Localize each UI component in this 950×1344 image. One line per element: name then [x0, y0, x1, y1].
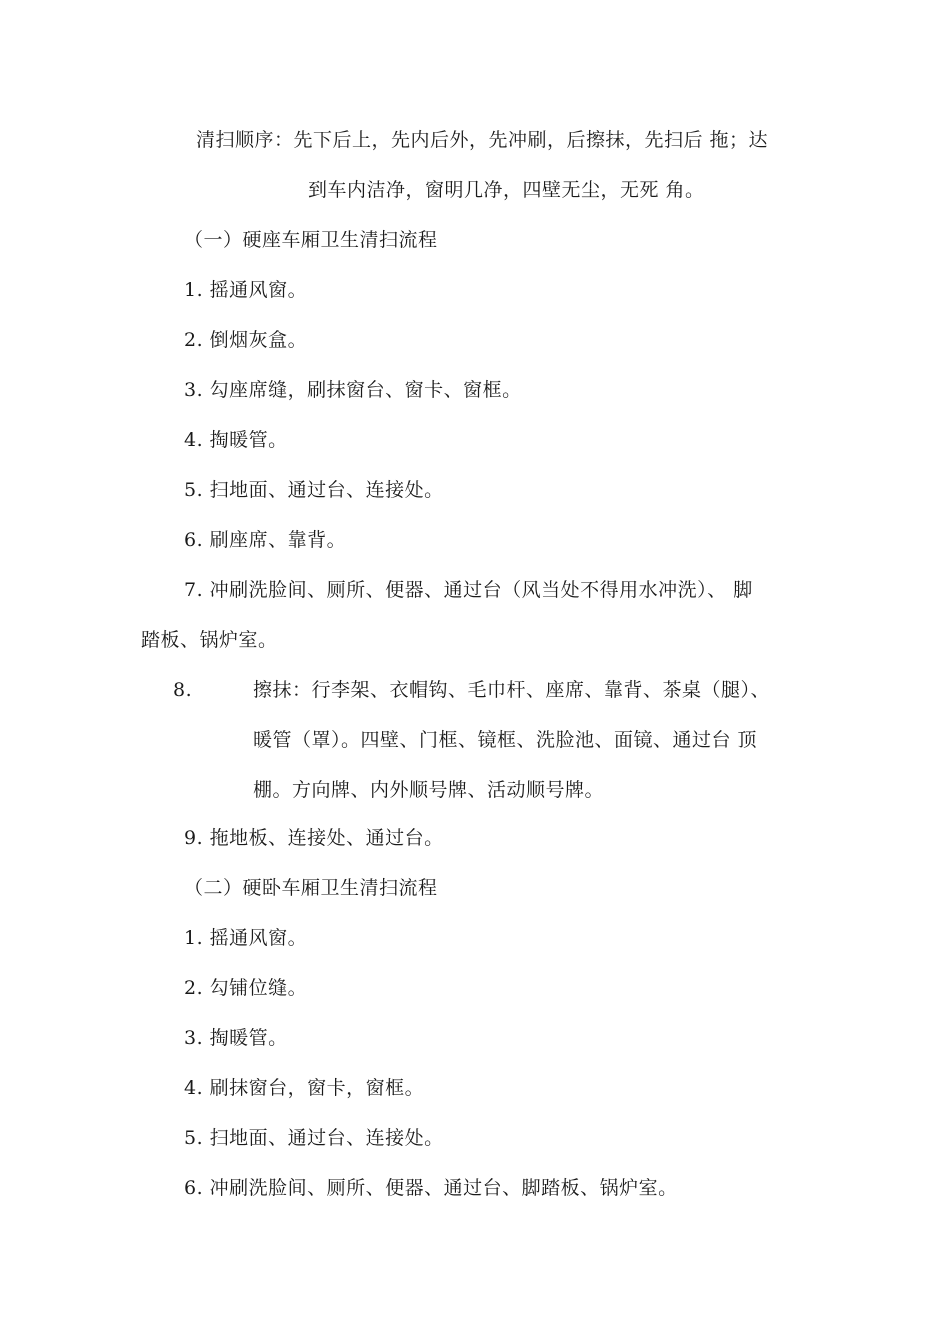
list-item: 5. 扫地面、通过台、连接处。 [184, 1127, 444, 1149]
list-item: 6. 冲刷洗脸间、厕所、便器、通过台、脚踏板、锅炉室。 [184, 1177, 678, 1199]
list-item: 4. 刷抹窗台，窗卡，窗框。 [184, 1077, 425, 1099]
list-item: 3. 掏暖管。 [184, 1027, 288, 1049]
section-2-heading: （二）硬卧车厢卫生清扫流程 [184, 877, 438, 899]
list-item-8-number: 8. [173, 679, 193, 701]
list-item-8-line-1: 擦抹：行李架、衣帽钩、毛巾杆、座席、靠背、茶桌（腿）、 [253, 679, 771, 701]
list-item: 2. 勾铺位缝。 [184, 977, 308, 999]
list-item: 4. 掏暖管。 [184, 429, 288, 451]
section-1-heading: （一）硬座车厢卫生清扫流程 [184, 229, 438, 251]
intro-line-2: 到车内洁净，窗明几净，四壁无尘，无死 角。 [308, 179, 705, 201]
list-item: 2. 倒烟灰盒。 [184, 329, 308, 351]
intro-line-1: 清扫顺序：先下后上，先内后外，先冲刷，后擦抹，先扫后 拖；达 [196, 129, 769, 151]
list-item: 5. 扫地面、通过台、连接处。 [184, 479, 444, 501]
list-item: 6. 刷座席、靠背。 [184, 529, 347, 551]
list-item-9: 9. 拖地板、连接处、通过台。 [184, 827, 444, 849]
list-item-8-line-3: 棚。方向牌、内外顺号牌、活动顺号牌。 [253, 779, 605, 801]
list-item-7-line-2: 踏板、锅炉室。 [141, 629, 278, 651]
list-item: 3. 勾座席缝，刷抹窗台、窗卡、窗框。 [184, 379, 522, 401]
list-item: 1. 摇通风窗。 [184, 279, 308, 301]
list-item: 1. 摇通风窗。 [184, 927, 308, 949]
list-item-7-line-1: 7. 冲刷洗脸间、厕所、便器、通过台（风当处不得用水冲洗）、 脚 [184, 579, 753, 601]
list-item-8-line-2: 暖管（罩）。四壁、门框、镜框、洗脸池、面镜、通过台 顶 [253, 729, 758, 751]
